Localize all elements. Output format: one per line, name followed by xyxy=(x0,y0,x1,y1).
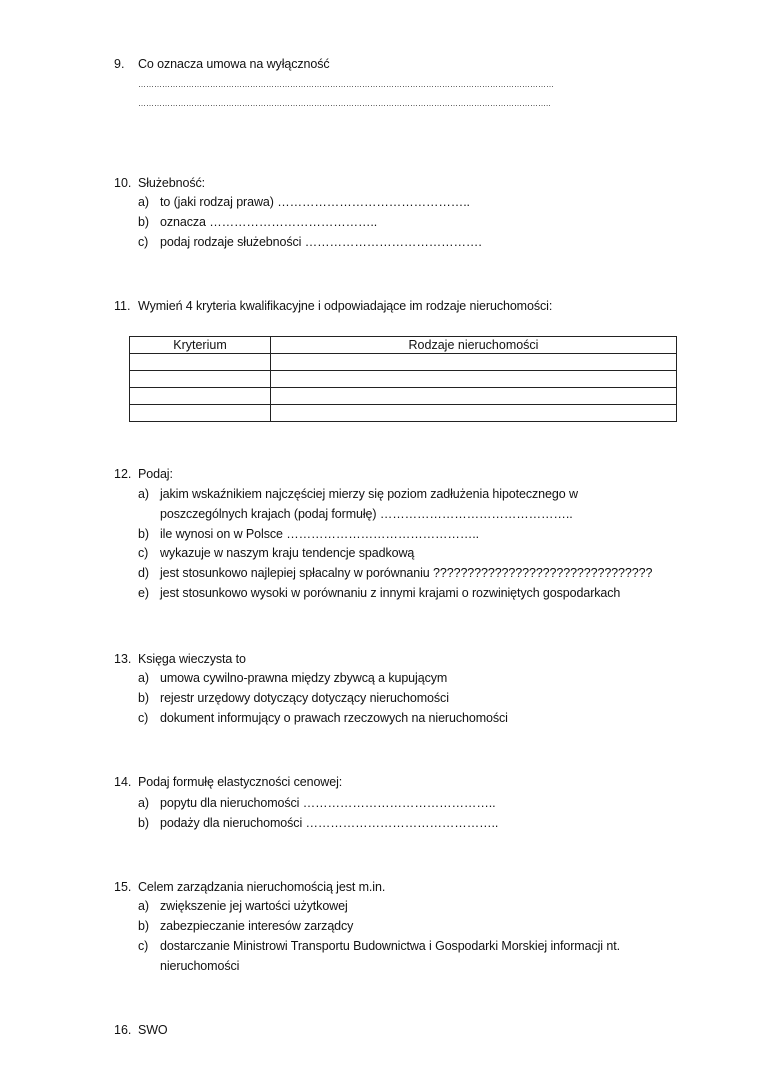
question-13-number: 13. xyxy=(114,652,132,666)
question-13-text: Księga wieczysta to xyxy=(138,652,246,666)
table-row xyxy=(130,354,677,371)
option-text: to (jaki rodzaj prawa) ……………………………………….. xyxy=(160,195,470,209)
option-letter: c) xyxy=(138,711,149,725)
table-cell[interactable] xyxy=(271,388,677,405)
question-14-number: 14. xyxy=(114,775,132,789)
question-16-number: 16. xyxy=(114,1023,132,1037)
option-text: podaj rodzaje służebności ……………………………………. xyxy=(160,235,482,249)
option-text: zabezpieczanie interesów zarządcy xyxy=(160,919,354,933)
question-10-number: 10. xyxy=(114,176,132,190)
question-16-text: SWO xyxy=(138,1023,168,1037)
question-10-text: Służebność: xyxy=(138,176,205,190)
table-header-rodzaje: Rodzaje nieruchomości xyxy=(271,337,677,354)
question-9-answer-line-2: ……………………………………………………………………………………………………………………………………….. xyxy=(138,99,551,108)
table-row xyxy=(130,371,677,388)
option-text: oznacza ………………………………….. xyxy=(160,215,378,229)
table-row xyxy=(130,388,677,405)
question-14-text: Podaj formułę elastyczności cenowej: xyxy=(138,775,343,789)
option-text: podaży dla nieruchomości ……………………………………….. xyxy=(160,816,499,830)
option-letter: c) xyxy=(138,939,149,953)
option-letter: b) xyxy=(138,691,149,705)
table-cell[interactable] xyxy=(130,405,271,422)
table-cell[interactable] xyxy=(271,354,677,371)
option-text: dostarczanie Ministrowi Transportu Budownictwa i Gospodarki Morskiej informacji nt. xyxy=(160,939,620,953)
table-cell[interactable] xyxy=(130,371,271,388)
option-text: rejestr urzędowy dotyczący dotyczący nieruchomości xyxy=(160,691,449,705)
option-letter: a) xyxy=(138,796,149,810)
option-letter: b) xyxy=(138,816,149,830)
option-letter: c) xyxy=(138,235,149,249)
option-text: popytu dla nieruchomości ……………………………………….. xyxy=(160,796,496,810)
option-letter: b) xyxy=(138,215,149,229)
option-text-continued: nieruchomości xyxy=(160,959,240,973)
question-15-text: Celem zarządzania nieruchomością jest m.in. xyxy=(138,880,386,894)
option-letter: d) xyxy=(138,566,149,580)
option-text: jest stosunkowo wysoki w porównaniu z innymi krajami o rozwiniętych gospodarkach xyxy=(160,586,621,600)
table-header-kryterium: Kryterium xyxy=(130,337,271,354)
table-row xyxy=(130,405,677,422)
option-letter: b) xyxy=(138,919,149,933)
question-9-answer-line-1: ………………………………………………………………………………………………………………………………………… xyxy=(138,80,554,89)
table-cell[interactable] xyxy=(130,388,271,405)
question-11-text: Wymień 4 kryteria kwalifikacyjne i odpowiadające im rodzaje nieruchomości: xyxy=(138,299,553,313)
option-text: ile wynosi on w Polsce ……………………………………….. xyxy=(160,527,479,541)
option-letter: e) xyxy=(138,586,149,600)
table-cell[interactable] xyxy=(271,371,677,388)
table-cell[interactable] xyxy=(271,405,677,422)
table-header-row xyxy=(130,337,677,354)
option-letter: c) xyxy=(138,546,149,560)
option-text: dokument informujący o prawach rzeczowych na nieruchomości xyxy=(160,711,508,725)
option-letter: a) xyxy=(138,899,149,913)
option-text-continued: poszczególnych krajach (podaj formułę) ……………………………………….. xyxy=(160,507,573,521)
option-text: wykazuje w naszym kraju tendencje spadkową xyxy=(160,546,415,560)
question-11-number: 11. xyxy=(114,299,131,313)
option-letter: a) xyxy=(138,671,149,685)
option-text: umowa cywilno-prawna między zbywcą a kupującym xyxy=(160,671,448,685)
question-9-text: Co oznacza umowa na wyłączność xyxy=(138,57,330,71)
option-letter: a) xyxy=(138,195,149,209)
option-text: zwiększenie jej wartości użytkowej xyxy=(160,899,348,913)
question-15-number: 15. xyxy=(114,880,132,894)
option-text: jakim wskaźnikiem najczęściej mierzy się poziom zadłużenia hipotecznego w xyxy=(160,487,578,501)
question-9-number: 9. xyxy=(114,57,125,71)
table-cell[interactable] xyxy=(130,354,271,371)
question-12-text: Podaj: xyxy=(138,467,173,481)
option-letter: a) xyxy=(138,487,149,501)
question-12-number: 12. xyxy=(114,467,132,481)
option-letter: b) xyxy=(138,527,149,541)
option-text: jest stosunkowo najlepiej spłacalny w porównaniu ???????????????????????????????? xyxy=(160,566,653,580)
criteria-table xyxy=(129,336,677,422)
